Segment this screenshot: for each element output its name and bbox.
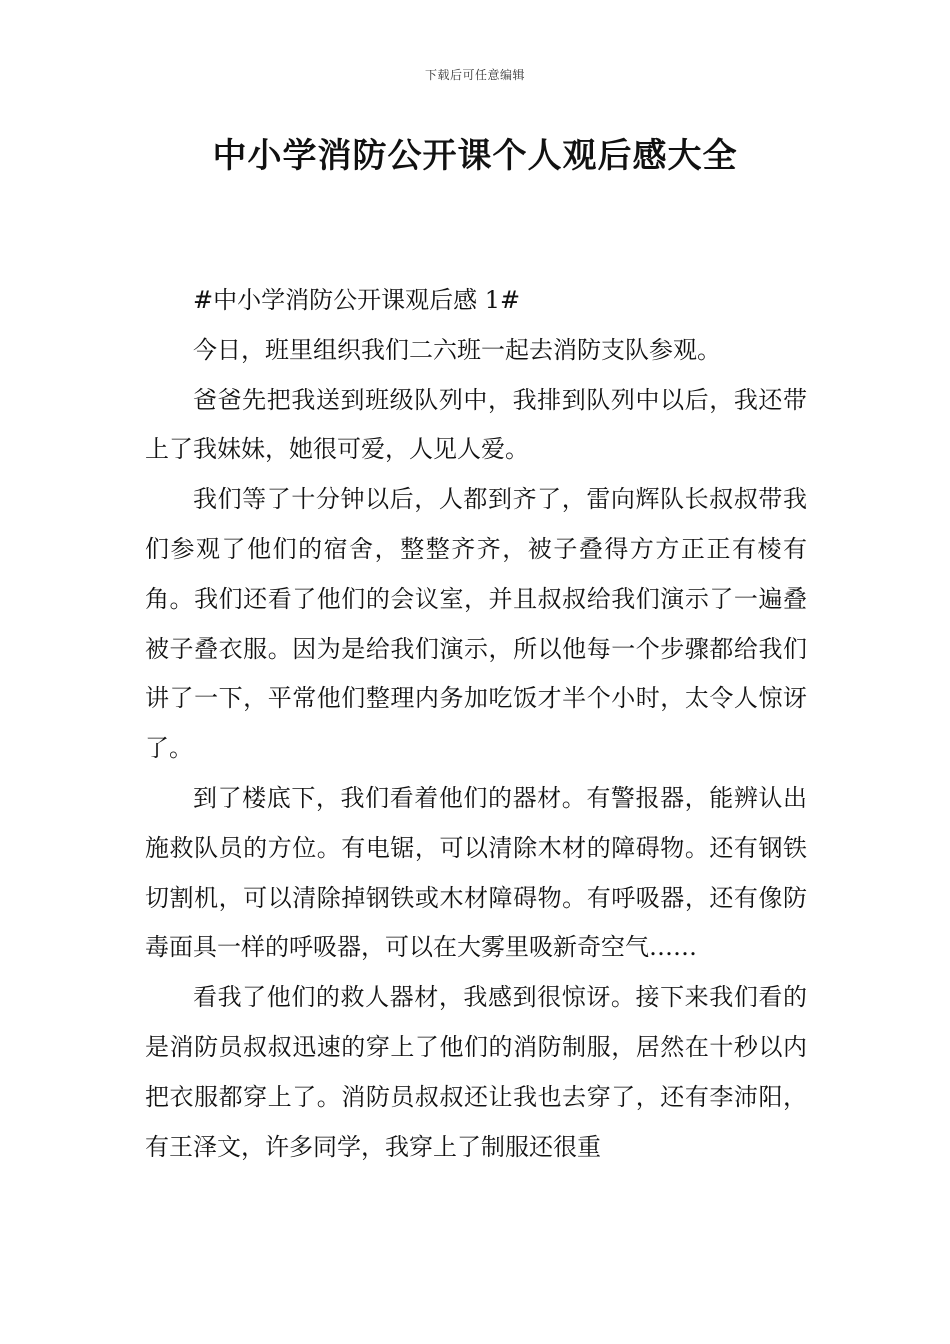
paragraph: 看我了他们的救人器材，我感到很惊讶。接下来我们看的是消防员叔叔迅速的穿上了他们的消防制服，居然在十秒以内把衣服都穿上了。消防员叔叔还让我也去穿了，还有李沛阳，有王泽文，许多同学，我穿上了制服还很重: [145, 983, 807, 1161]
document-body: [145, 276, 807, 1172]
paragraph: 我们等了十分钟以后，人都到齐了，雷向辉队长叔叔带我们参观了他们的宿舍，整整齐齐，被子叠得方方正正有棱有角。我们还看了他们的会议室，并且叔叔给我们演示了一遍叠被子叠衣服。因为是给我们演示，所以他每一个步骤都给我们讲了一下，平常他们整理内务加吃饭才半个小时，太令人惊讶了。: [145, 485, 807, 763]
section-heading: #中小学消防公开课观后感 1#: [193, 286, 521, 314]
paragraph: 今日，班里组织我们二六班一起去消防支队参观。: [193, 335, 721, 364]
header-note: 下载后可任意编辑: [424, 68, 525, 82]
document-title: 中小学消防公开课个人观后感大全: [212, 136, 738, 176]
paragraph: 爸爸先把我送到班级队列中，我排到队列中以后，我还带上了我妹妹，她很可爱，人见人爱。: [145, 385, 807, 464]
paragraph: 到了楼底下，我们看着他们的器材。有警报器，能辨认出施救队员的方位。有电锯，可以清除木材的障碍物。还有钢铁切割机，可以清除掉钢铁或木材障碍物。有呼吸器，还有像防毒面具一样的呼吸器，可以在大雾里吸新奇空气……: [145, 783, 807, 962]
